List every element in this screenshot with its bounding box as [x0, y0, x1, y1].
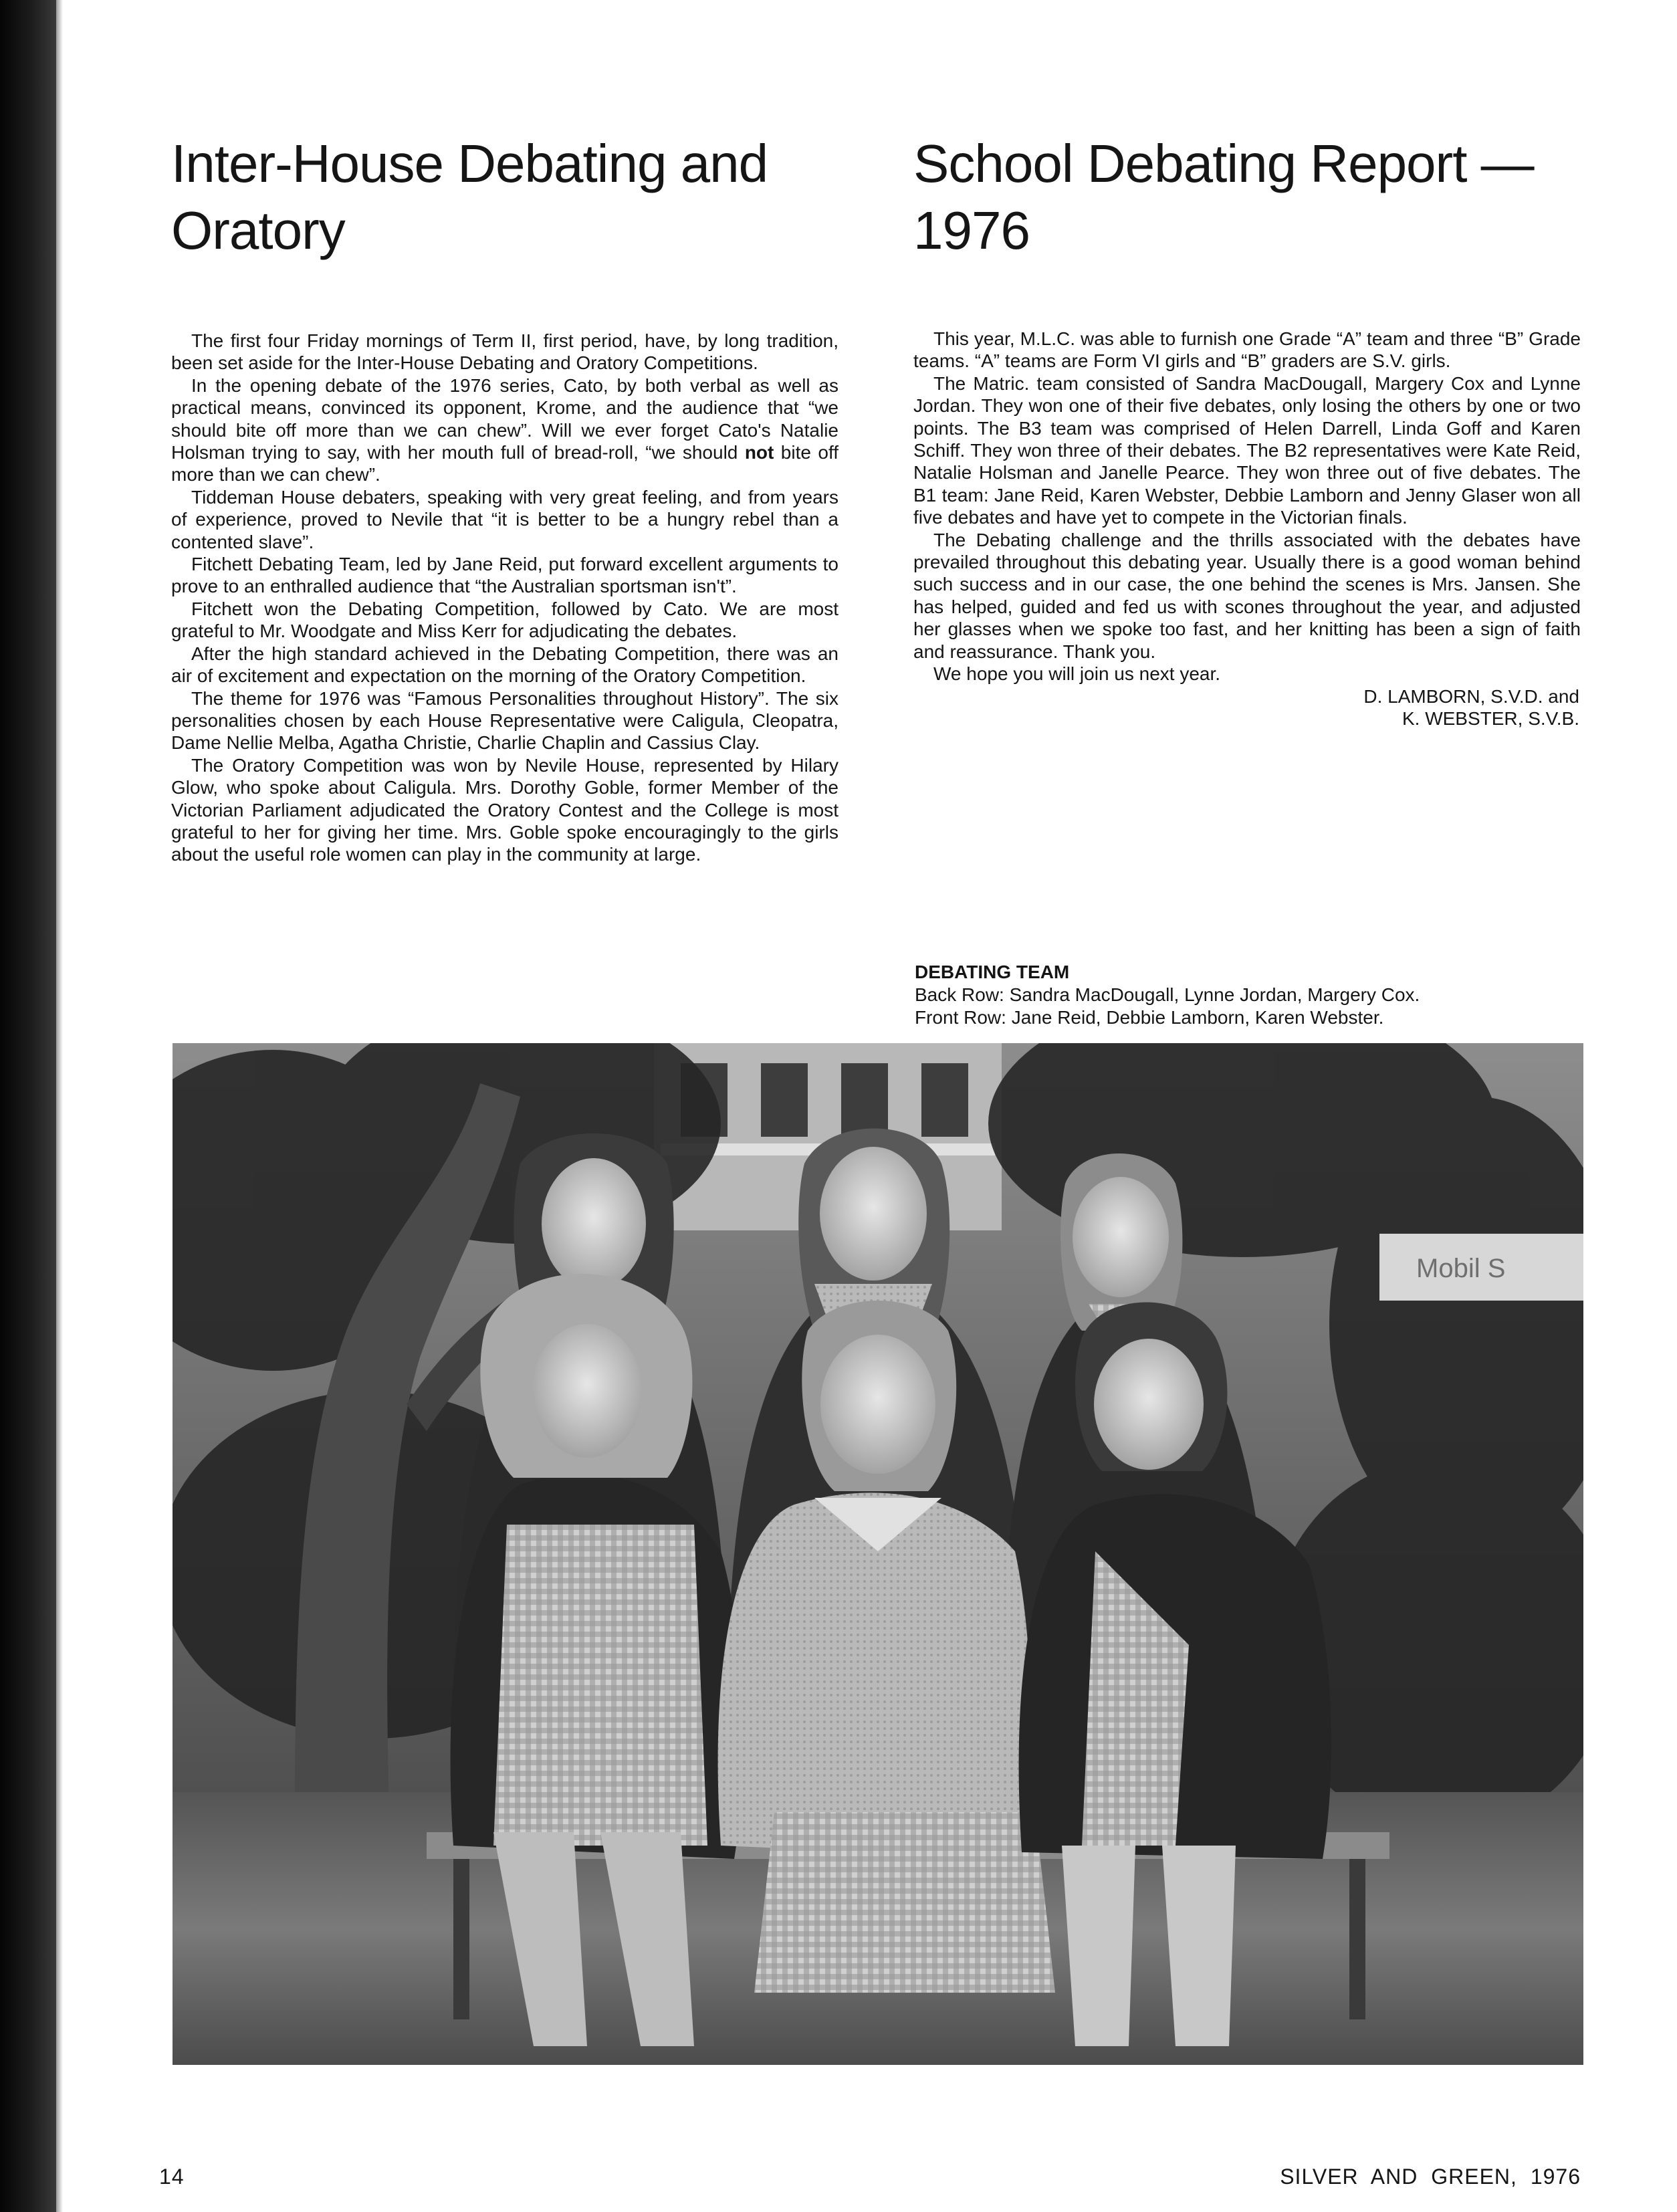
paragraph: The theme for 1976 was “Famous Personalities throughout History”. The six personalities chosen by each House Representative were Caligula, Cleopatra, Dame Nellie Melba, Agatha Christie, Charlie Chaplin and Cassius Clay. — [171, 687, 838, 754]
photo-illustration — [173, 1043, 1583, 2065]
caption-back-row: Back Row: Sandra MacDougall, Lynne Jordan, Margery Cox. — [915, 984, 1420, 1005]
paragraph: After the high standard achieved in the Debating Competition, there was an air of excitement and expectation on the morning of the Oratory Competition. — [171, 643, 838, 687]
inter-house-title-line2: Oratory — [171, 201, 345, 260]
scan-binding-edge — [0, 0, 56, 2212]
debating-team-photo — [173, 1043, 1583, 2065]
school-debating-title-line2: 1976 — [913, 201, 1030, 260]
window — [761, 1063, 808, 1137]
paragraph: Fitchett won the Debating Competition, followed by Cato. We are most grateful to Mr. Woodgate and Miss Kerr for adjudicating the debates. — [171, 598, 838, 642]
inter-house-article — [171, 130, 838, 866]
photo-caption — [915, 961, 1583, 1029]
caption-title: DEBATING TEAM — [915, 962, 1070, 982]
paragraph: The Debating challenge and the thrills associated with the debates have prevailed throughout this debating year. Usually there is a good woman behind such success and in our case, the one behind the scenes is Mrs. Jansen. She has helped, guided and fed us with scones throughout the year, and adjusted her glasses when we spoke too fast, and her knitting has been a sign of faith and reassurance. Thank you. — [913, 529, 1581, 662]
inter-house-title — [171, 130, 838, 264]
bench-leg — [1349, 1859, 1365, 2019]
inter-house-body — [171, 330, 838, 866]
paragraph: Tiddeman House debaters, speaking with very great feeling, and from years of experience, proved to Nevile that “it is better to be a hungry rebel than a contented slave”. — [171, 486, 838, 552]
paragraph-with-emphasis: In the opening debate of the 1976 series, Cato, by both verbal as well as practical means, convinced its opponent, Krome, and the audience that “we should bite off more than we can chew”. Will we ever forget Cato's Natalie Holsman trying to say, with her mouth full of bread-roll, “we should not bite off more than we can chew”. — [171, 374, 838, 485]
paragraph: The Oratory Competition was won by Nevile House, represented by Hilary Glow, who spoke about Caligula. Mrs. Dorothy Goble, former Member of the Victorian Parliament adjudicated the Oratory Contest and the College is most grateful to her for giving her time. Mrs. Goble spoke encouragingly to the girls about the useful role women can play in the community at large. — [171, 754, 838, 865]
page-number: 14 — [159, 2165, 185, 2189]
signature-line1: D. LAMBORN, S.V.D. and — [1363, 685, 1579, 707]
paragraph: This year, M.L.C. was able to furnish one Grade “A” team and three “B” Grade teams. “A” teams are Form VI girls and “B” graders are S.V. girls. — [913, 328, 1581, 372]
window — [921, 1063, 968, 1137]
school-debating-title — [913, 130, 1581, 264]
bench-leg — [453, 1859, 469, 2019]
paragraph: The first four Friday mornings of Term II, first period, have, by long tradition, been set aside for the Inter-House Debating and Oratory Competitions. — [171, 330, 838, 374]
paragraph: We hope you will join us next year. — [933, 663, 1221, 685]
article-signature — [913, 685, 1579, 730]
signature-line2: K. WEBSTER, S.V.B. — [1402, 707, 1579, 729]
scan-edge-shadow — [56, 0, 63, 2212]
paragraph: The Matric. team consisted of Sandra MacDougall, Margery Cox and Lynne Jordan. They won one of their five debates, only losing the others by one or two points. The B3 team was comprised of Helen Darrell, Linda Goff and Karen Schiff. They won three of their debates. The B2 representatives were Kate Reid, Natalie Holsman and Janelle Pearce. They won three out of five debates. The B1 team: Jane Reid, Karen Webster, Debbie Lamborn and Jenny Glaser won all five debates and have yet to compete in the Victorian finals. — [913, 372, 1581, 528]
caption-front-row: Front Row: Jane Reid, Debbie Lamborn, Karen Webster. — [915, 1007, 1384, 1028]
window — [841, 1063, 888, 1137]
emphasis-word: not — [744, 442, 774, 463]
paragraph: Fitchett Debating Team, led by Jane Reid, put forward excellent arguments to prove to an enthralled audience that “the Australian sportsman isn't”. — [171, 554, 838, 597]
inter-house-title-line1: Inter-House Debating and — [171, 134, 768, 193]
sign-text: Mobil S — [1416, 1254, 1506, 1283]
publication-title: SILVER AND GREEN, 1976 — [1280, 2165, 1581, 2189]
school-debating-body — [913, 328, 1581, 685]
school-debating-article — [913, 130, 1581, 730]
school-debating-title-line1: School Debating Report — — [913, 134, 1534, 193]
